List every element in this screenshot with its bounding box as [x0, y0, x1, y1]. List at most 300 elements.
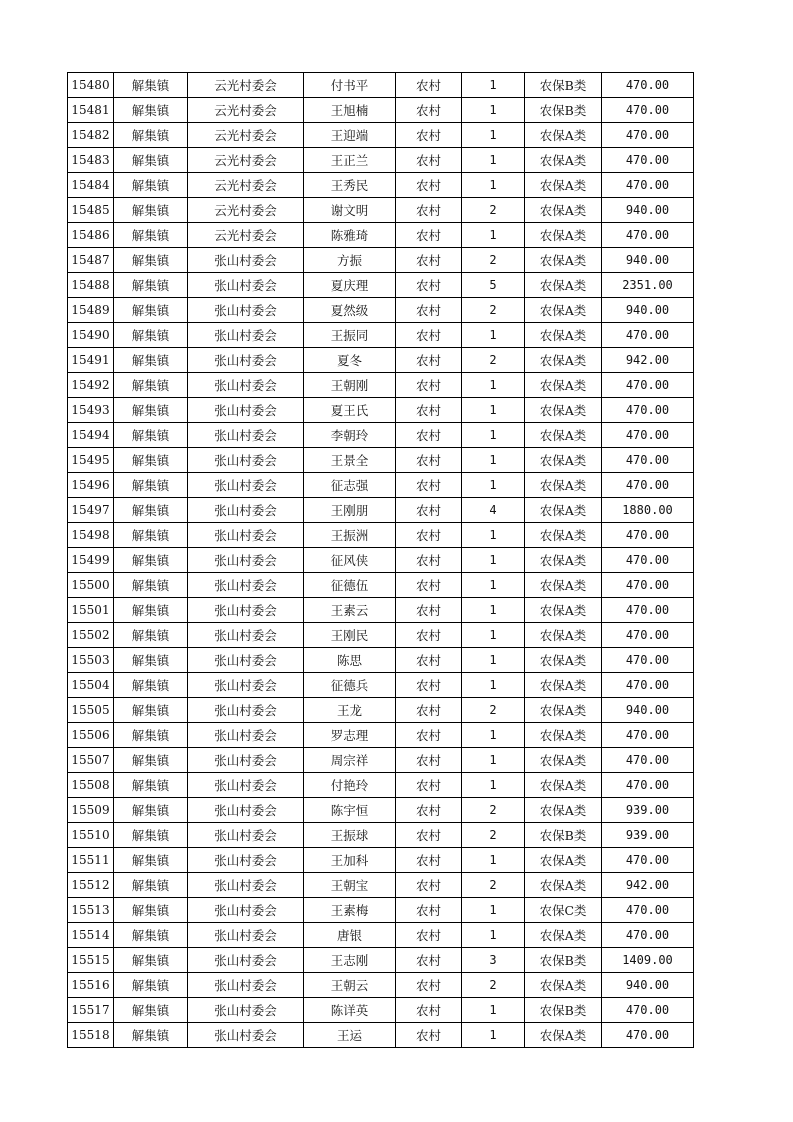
insurance-category-cell: 农保A类 [525, 398, 602, 423]
village-cell: 张山村委会 [188, 273, 304, 298]
amount-cell: 470.00 [602, 148, 694, 173]
amount-cell: 470.00 [602, 573, 694, 598]
record-id-cell: 15507 [68, 748, 114, 773]
record-id-cell: 15500 [68, 573, 114, 598]
amount-cell: 470.00 [602, 423, 694, 448]
amount-cell: 470.00 [602, 173, 694, 198]
name-cell: 方振 [304, 248, 396, 273]
household-count-cell: 1 [462, 623, 525, 648]
town-cell: 解集镇 [114, 323, 188, 348]
table-row [68, 598, 694, 623]
table-row [68, 548, 694, 573]
village-cell: 张山村委会 [188, 698, 304, 723]
name-cell: 王龙 [304, 698, 396, 723]
town-cell: 解集镇 [114, 448, 188, 473]
area-type-cell: 农村 [396, 798, 462, 823]
village-cell: 张山村委会 [188, 348, 304, 373]
area-type-cell: 农村 [396, 973, 462, 998]
area-type-cell: 农村 [396, 648, 462, 673]
town-cell: 解集镇 [114, 748, 188, 773]
table-row [68, 948, 694, 973]
household-count-cell: 1 [462, 398, 525, 423]
amount-cell: 470.00 [602, 548, 694, 573]
area-type-cell: 农村 [396, 73, 462, 98]
town-cell: 解集镇 [114, 898, 188, 923]
table-row [68, 148, 694, 173]
record-id-cell: 15480 [68, 73, 114, 98]
name-cell: 王刚民 [304, 623, 396, 648]
town-cell: 解集镇 [114, 973, 188, 998]
amount-cell: 470.00 [602, 398, 694, 423]
name-cell: 王振同 [304, 323, 396, 348]
amount-cell: 470.00 [602, 923, 694, 948]
table-row [68, 423, 694, 448]
town-cell: 解集镇 [114, 948, 188, 973]
name-cell: 陈宇恒 [304, 798, 396, 823]
village-cell: 云光村委会 [188, 173, 304, 198]
amount-cell: 939.00 [602, 823, 694, 848]
area-type-cell: 农村 [396, 223, 462, 248]
table-row [68, 923, 694, 948]
town-cell: 解集镇 [114, 198, 188, 223]
insurance-category-cell: 农保A类 [525, 698, 602, 723]
record-id-cell: 15501 [68, 598, 114, 623]
area-type-cell: 农村 [396, 98, 462, 123]
insurance-category-cell: 农保B类 [525, 73, 602, 98]
amount-cell: 470.00 [602, 898, 694, 923]
village-cell: 张山村委会 [188, 1023, 304, 1048]
town-cell: 解集镇 [114, 848, 188, 873]
town-cell: 解集镇 [114, 473, 188, 498]
household-count-cell: 1 [462, 648, 525, 673]
amount-cell: 470.00 [602, 98, 694, 123]
village-cell: 张山村委会 [188, 973, 304, 998]
name-cell: 王朝云 [304, 973, 396, 998]
insurance-category-cell: 农保A类 [525, 473, 602, 498]
record-id-cell: 15484 [68, 173, 114, 198]
village-cell: 张山村委会 [188, 923, 304, 948]
name-cell: 王振球 [304, 823, 396, 848]
household-count-cell: 1 [462, 848, 525, 873]
town-cell: 解集镇 [114, 648, 188, 673]
town-cell: 解集镇 [114, 1023, 188, 1048]
household-count-cell: 1 [462, 573, 525, 598]
table-row [68, 973, 694, 998]
amount-cell: 942.00 [602, 873, 694, 898]
record-id-cell: 15512 [68, 873, 114, 898]
insurance-category-cell: 农保A类 [525, 598, 602, 623]
name-cell: 付书平 [304, 73, 396, 98]
area-type-cell: 农村 [396, 823, 462, 848]
insurance-category-cell: 农保C类 [525, 898, 602, 923]
area-type-cell: 农村 [396, 198, 462, 223]
insurance-category-cell: 农保B类 [525, 998, 602, 1023]
town-cell: 解集镇 [114, 373, 188, 398]
household-count-cell: 1 [462, 98, 525, 123]
table-row [68, 198, 694, 223]
household-count-cell: 1 [462, 548, 525, 573]
area-type-cell: 农村 [396, 323, 462, 348]
name-cell: 王素梅 [304, 898, 396, 923]
record-id-cell: 15490 [68, 323, 114, 348]
village-cell: 张山村委会 [188, 573, 304, 598]
village-cell: 张山村委会 [188, 998, 304, 1023]
town-cell: 解集镇 [114, 548, 188, 573]
table-row [68, 398, 694, 423]
village-cell: 张山村委会 [188, 648, 304, 673]
name-cell: 陈详英 [304, 998, 396, 1023]
insurance-category-cell: 农保A类 [525, 323, 602, 348]
name-cell: 周宗祥 [304, 748, 396, 773]
household-count-cell: 1 [462, 448, 525, 473]
household-count-cell: 1 [462, 773, 525, 798]
town-cell: 解集镇 [114, 798, 188, 823]
insurance-category-cell: 农保B类 [525, 98, 602, 123]
name-cell: 罗志理 [304, 723, 396, 748]
record-id-cell: 15502 [68, 623, 114, 648]
record-id-cell: 15486 [68, 223, 114, 248]
record-id-cell: 15481 [68, 98, 114, 123]
household-count-cell: 1 [462, 898, 525, 923]
amount-cell: 470.00 [602, 773, 694, 798]
name-cell: 陈雅琦 [304, 223, 396, 248]
insurance-category-cell: 农保B类 [525, 948, 602, 973]
household-count-cell: 1 [462, 148, 525, 173]
town-cell: 解集镇 [114, 223, 188, 248]
table-row [68, 773, 694, 798]
village-cell: 张山村委会 [188, 723, 304, 748]
record-id-cell: 15492 [68, 373, 114, 398]
table-row [68, 73, 694, 98]
amount-cell: 470.00 [602, 223, 694, 248]
name-cell: 陈思 [304, 648, 396, 673]
town-cell: 解集镇 [114, 248, 188, 273]
name-cell: 夏冬 [304, 348, 396, 373]
town-cell: 解集镇 [114, 73, 188, 98]
area-type-cell: 农村 [396, 423, 462, 448]
insurance-category-cell: 农保A类 [525, 348, 602, 373]
amount-cell: 470.00 [602, 598, 694, 623]
record-id-cell: 15482 [68, 123, 114, 148]
record-id-cell: 15494 [68, 423, 114, 448]
record-id-cell: 15487 [68, 248, 114, 273]
record-id-cell: 15505 [68, 698, 114, 723]
record-id-cell: 15485 [68, 198, 114, 223]
household-count-cell: 1 [462, 323, 525, 348]
table-row [68, 698, 694, 723]
record-id-cell: 15514 [68, 923, 114, 948]
record-id-cell: 15509 [68, 798, 114, 823]
table-row [68, 873, 694, 898]
household-count-cell: 2 [462, 973, 525, 998]
record-id-cell: 15498 [68, 523, 114, 548]
town-cell: 解集镇 [114, 148, 188, 173]
area-type-cell: 农村 [396, 498, 462, 523]
table-row [68, 673, 694, 698]
village-cell: 张山村委会 [188, 473, 304, 498]
table-row [68, 573, 694, 598]
insurance-category-cell: 农保A类 [525, 523, 602, 548]
amount-cell: 470.00 [602, 373, 694, 398]
record-id-cell: 15504 [68, 673, 114, 698]
record-id-cell: 15503 [68, 648, 114, 673]
table-row [68, 848, 694, 873]
area-type-cell: 农村 [396, 748, 462, 773]
name-cell: 征德伍 [304, 573, 396, 598]
amount-cell: 470.00 [602, 523, 694, 548]
village-cell: 张山村委会 [188, 673, 304, 698]
area-type-cell: 农村 [396, 948, 462, 973]
name-cell: 征风侠 [304, 548, 396, 573]
record-id-cell: 15499 [68, 548, 114, 573]
area-type-cell: 农村 [396, 448, 462, 473]
town-cell: 解集镇 [114, 398, 188, 423]
insurance-category-cell: 农保A类 [525, 423, 602, 448]
town-cell: 解集镇 [114, 623, 188, 648]
insurance-category-cell: 农保A类 [525, 123, 602, 148]
amount-cell: 470.00 [602, 673, 694, 698]
household-count-cell: 2 [462, 873, 525, 898]
insurance-category-cell: 农保A类 [525, 848, 602, 873]
table-row [68, 748, 694, 773]
village-cell: 张山村委会 [188, 298, 304, 323]
household-count-cell: 3 [462, 948, 525, 973]
table-row [68, 448, 694, 473]
household-count-cell: 5 [462, 273, 525, 298]
amount-cell: 470.00 [602, 723, 694, 748]
household-count-cell: 1 [462, 598, 525, 623]
record-id-cell: 15511 [68, 848, 114, 873]
household-count-cell: 1 [462, 373, 525, 398]
name-cell: 夏庆理 [304, 273, 396, 298]
area-type-cell: 农村 [396, 473, 462, 498]
amount-cell: 940.00 [602, 973, 694, 998]
household-count-cell: 1 [462, 73, 525, 98]
insurance-category-cell: 农保A类 [525, 248, 602, 273]
town-cell: 解集镇 [114, 823, 188, 848]
name-cell: 夏然级 [304, 298, 396, 323]
amount-cell: 470.00 [602, 123, 694, 148]
insurance-category-cell: 农保A类 [525, 973, 602, 998]
insurance-category-cell: 农保A类 [525, 748, 602, 773]
table-row [68, 798, 694, 823]
household-count-cell: 1 [462, 748, 525, 773]
area-type-cell: 农村 [396, 348, 462, 373]
village-cell: 云光村委会 [188, 123, 304, 148]
area-type-cell: 农村 [396, 623, 462, 648]
household-count-cell: 2 [462, 348, 525, 373]
record-id-cell: 15506 [68, 723, 114, 748]
insurance-category-cell: 农保A类 [525, 273, 602, 298]
name-cell: 王旭楠 [304, 98, 396, 123]
amount-cell: 470.00 [602, 623, 694, 648]
table-body [68, 73, 694, 1048]
area-type-cell: 农村 [396, 373, 462, 398]
record-id-cell: 15515 [68, 948, 114, 973]
amount-cell: 939.00 [602, 798, 694, 823]
area-type-cell: 农村 [396, 848, 462, 873]
insurance-category-cell: 农保A类 [525, 448, 602, 473]
village-cell: 张山村委会 [188, 798, 304, 823]
area-type-cell: 农村 [396, 173, 462, 198]
benefit-table [67, 72, 694, 1048]
insurance-category-cell: 农保A类 [525, 723, 602, 748]
village-cell: 张山村委会 [188, 623, 304, 648]
insurance-category-cell: 农保B类 [525, 823, 602, 848]
village-cell: 张山村委会 [188, 598, 304, 623]
insurance-category-cell: 农保A类 [525, 923, 602, 948]
amount-cell: 940.00 [602, 698, 694, 723]
village-cell: 张山村委会 [188, 748, 304, 773]
area-type-cell: 农村 [396, 298, 462, 323]
town-cell: 解集镇 [114, 523, 188, 548]
village-cell: 云光村委会 [188, 73, 304, 98]
town-cell: 解集镇 [114, 173, 188, 198]
insurance-category-cell: 农保A类 [525, 873, 602, 898]
village-cell: 张山村委会 [188, 423, 304, 448]
village-cell: 张山村委会 [188, 898, 304, 923]
name-cell: 征志强 [304, 473, 396, 498]
town-cell: 解集镇 [114, 123, 188, 148]
town-cell: 解集镇 [114, 923, 188, 948]
town-cell: 解集镇 [114, 723, 188, 748]
name-cell: 王志刚 [304, 948, 396, 973]
household-count-cell: 1 [462, 723, 525, 748]
town-cell: 解集镇 [114, 348, 188, 373]
household-count-cell: 2 [462, 298, 525, 323]
record-id-cell: 15497 [68, 498, 114, 523]
name-cell: 王运 [304, 1023, 396, 1048]
village-cell: 张山村委会 [188, 398, 304, 423]
insurance-category-cell: 农保A类 [525, 173, 602, 198]
table-row [68, 273, 694, 298]
insurance-category-cell: 农保A类 [525, 573, 602, 598]
area-type-cell: 农村 [396, 723, 462, 748]
insurance-category-cell: 农保A类 [525, 548, 602, 573]
village-cell: 云光村委会 [188, 98, 304, 123]
household-count-cell: 4 [462, 498, 525, 523]
insurance-category-cell: 农保A类 [525, 223, 602, 248]
amount-cell: 940.00 [602, 198, 694, 223]
table-row [68, 623, 694, 648]
table-row [68, 323, 694, 348]
town-cell: 解集镇 [114, 698, 188, 723]
amount-cell: 2351.00 [602, 273, 694, 298]
record-id-cell: 15483 [68, 148, 114, 173]
town-cell: 解集镇 [114, 573, 188, 598]
table-row [68, 223, 694, 248]
table-row [68, 823, 694, 848]
record-id-cell: 15496 [68, 473, 114, 498]
table-row [68, 898, 694, 923]
household-count-cell: 1 [462, 473, 525, 498]
village-cell: 张山村委会 [188, 823, 304, 848]
town-cell: 解集镇 [114, 498, 188, 523]
table-row [68, 723, 694, 748]
amount-cell: 1409.00 [602, 948, 694, 973]
name-cell: 付艳玲 [304, 773, 396, 798]
amount-cell: 470.00 [602, 73, 694, 98]
town-cell: 解集镇 [114, 773, 188, 798]
table-row [68, 473, 694, 498]
record-id-cell: 15518 [68, 1023, 114, 1048]
name-cell: 王正兰 [304, 148, 396, 173]
record-id-cell: 15517 [68, 998, 114, 1023]
insurance-category-cell: 农保A类 [525, 773, 602, 798]
area-type-cell: 农村 [396, 673, 462, 698]
record-id-cell: 15488 [68, 273, 114, 298]
name-cell: 王朝刚 [304, 373, 396, 398]
household-count-cell: 1 [462, 998, 525, 1023]
amount-cell: 470.00 [602, 848, 694, 873]
town-cell: 解集镇 [114, 598, 188, 623]
table-row [68, 1023, 694, 1048]
amount-cell: 470.00 [602, 323, 694, 348]
table-row [68, 373, 694, 398]
record-id-cell: 15513 [68, 898, 114, 923]
area-type-cell: 农村 [396, 273, 462, 298]
table-row [68, 998, 694, 1023]
area-type-cell: 农村 [396, 148, 462, 173]
village-cell: 张山村委会 [188, 873, 304, 898]
household-count-cell: 1 [462, 673, 525, 698]
record-id-cell: 15516 [68, 973, 114, 998]
record-id-cell: 15493 [68, 398, 114, 423]
village-cell: 张山村委会 [188, 323, 304, 348]
insurance-category-cell: 农保A类 [525, 673, 602, 698]
insurance-category-cell: 农保A类 [525, 798, 602, 823]
table-row [68, 173, 694, 198]
record-id-cell: 15508 [68, 773, 114, 798]
village-cell: 张山村委会 [188, 448, 304, 473]
area-type-cell: 农村 [396, 398, 462, 423]
table-row [68, 523, 694, 548]
village-cell: 云光村委会 [188, 198, 304, 223]
area-type-cell: 农村 [396, 923, 462, 948]
village-cell: 张山村委会 [188, 548, 304, 573]
area-type-cell: 农村 [396, 998, 462, 1023]
name-cell: 征德兵 [304, 673, 396, 698]
name-cell: 李朝玲 [304, 423, 396, 448]
table-row [68, 98, 694, 123]
record-id-cell: 15495 [68, 448, 114, 473]
amount-cell: 1880.00 [602, 498, 694, 523]
area-type-cell: 农村 [396, 548, 462, 573]
village-cell: 张山村委会 [188, 248, 304, 273]
amount-cell: 940.00 [602, 248, 694, 273]
area-type-cell: 农村 [396, 598, 462, 623]
name-cell: 王迎端 [304, 123, 396, 148]
name-cell: 唐银 [304, 923, 396, 948]
record-id-cell: 15489 [68, 298, 114, 323]
insurance-category-cell: 农保A类 [525, 198, 602, 223]
household-count-cell: 1 [462, 173, 525, 198]
household-count-cell: 2 [462, 798, 525, 823]
household-count-cell: 2 [462, 248, 525, 273]
household-count-cell: 1 [462, 923, 525, 948]
town-cell: 解集镇 [114, 98, 188, 123]
area-type-cell: 农村 [396, 1023, 462, 1048]
area-type-cell: 农村 [396, 248, 462, 273]
area-type-cell: 农村 [396, 573, 462, 598]
village-cell: 张山村委会 [188, 848, 304, 873]
table-row [68, 648, 694, 673]
record-id-cell: 15510 [68, 823, 114, 848]
amount-cell: 942.00 [602, 348, 694, 373]
town-cell: 解集镇 [114, 273, 188, 298]
town-cell: 解集镇 [114, 673, 188, 698]
town-cell: 解集镇 [114, 873, 188, 898]
